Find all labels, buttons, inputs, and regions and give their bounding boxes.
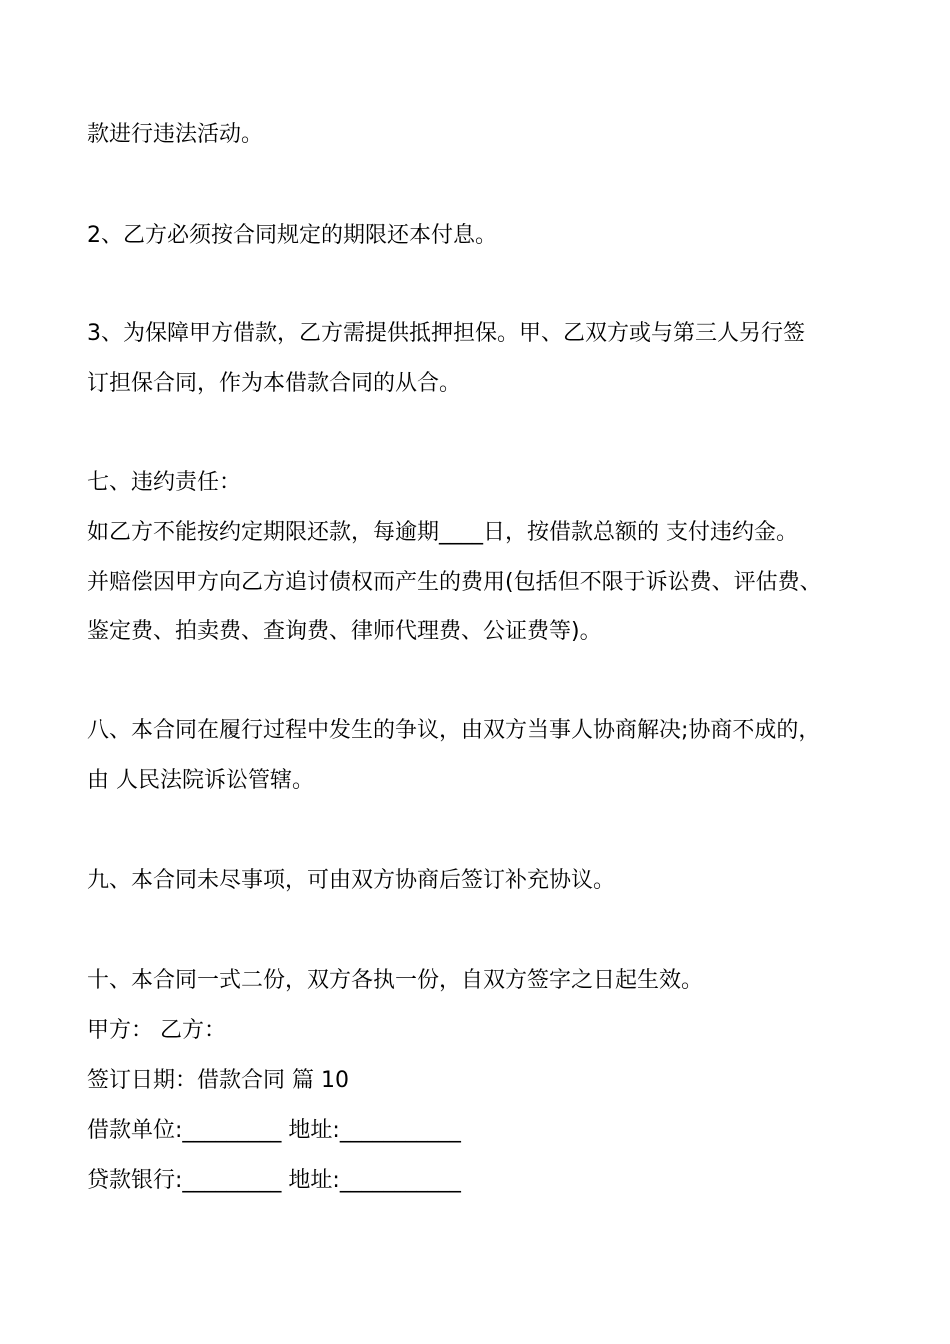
section-8-line-2: 由 人民法院诉讼管辖。 <box>87 768 314 793</box>
section-7-line-1: 如乙方不能按约定期限还款，每逾期____日，按借款总额的 支付违约金。 <box>87 520 798 545</box>
lending-bank-field: 贷款银行:_________ 地址:___________ <box>87 1168 461 1193</box>
text-line-continuation: 款进行违法活动。 <box>87 122 264 147</box>
section-10: 十、本合同一式二份，双方各执一份，自双方签字之日起生效。 <box>87 968 704 993</box>
clause-3-line-2: 订担保合同，作为本借款合同的从合。 <box>87 371 462 396</box>
party-signatures: 甲方： 乙方： <box>87 1018 226 1043</box>
borrower-unit-field: 借款单位:_________ 地址:___________ <box>87 1118 461 1143</box>
section-9: 九、本合同未尽事项，可由双方协商后签订补充协议。 <box>87 868 616 893</box>
section-8-line-1: 八、本合同在履行过程中发生的争议，由双方当事人协商解决;协商不成的， <box>87 718 821 743</box>
section-7-heading: 七、违约责任： <box>87 470 242 495</box>
section-7-line-3: 鉴定费、拍卖费、查询费、律师代理费、公证费等)。 <box>87 619 602 644</box>
clause-3-line-1: 3、为保障甲方借款，乙方需提供抵押担保。甲、乙双方或与第三人另行签 <box>87 321 805 346</box>
section-7-line-2: 并赔偿因甲方向乙方追讨债权而产生的费用(包括但不限于诉讼费、评估费、 <box>87 570 822 595</box>
signing-date: 签订日期：借款合同 篇 10 <box>87 1068 349 1093</box>
clause-2: 2、乙方必须按合同规定的期限还本付息。 <box>87 223 497 248</box>
